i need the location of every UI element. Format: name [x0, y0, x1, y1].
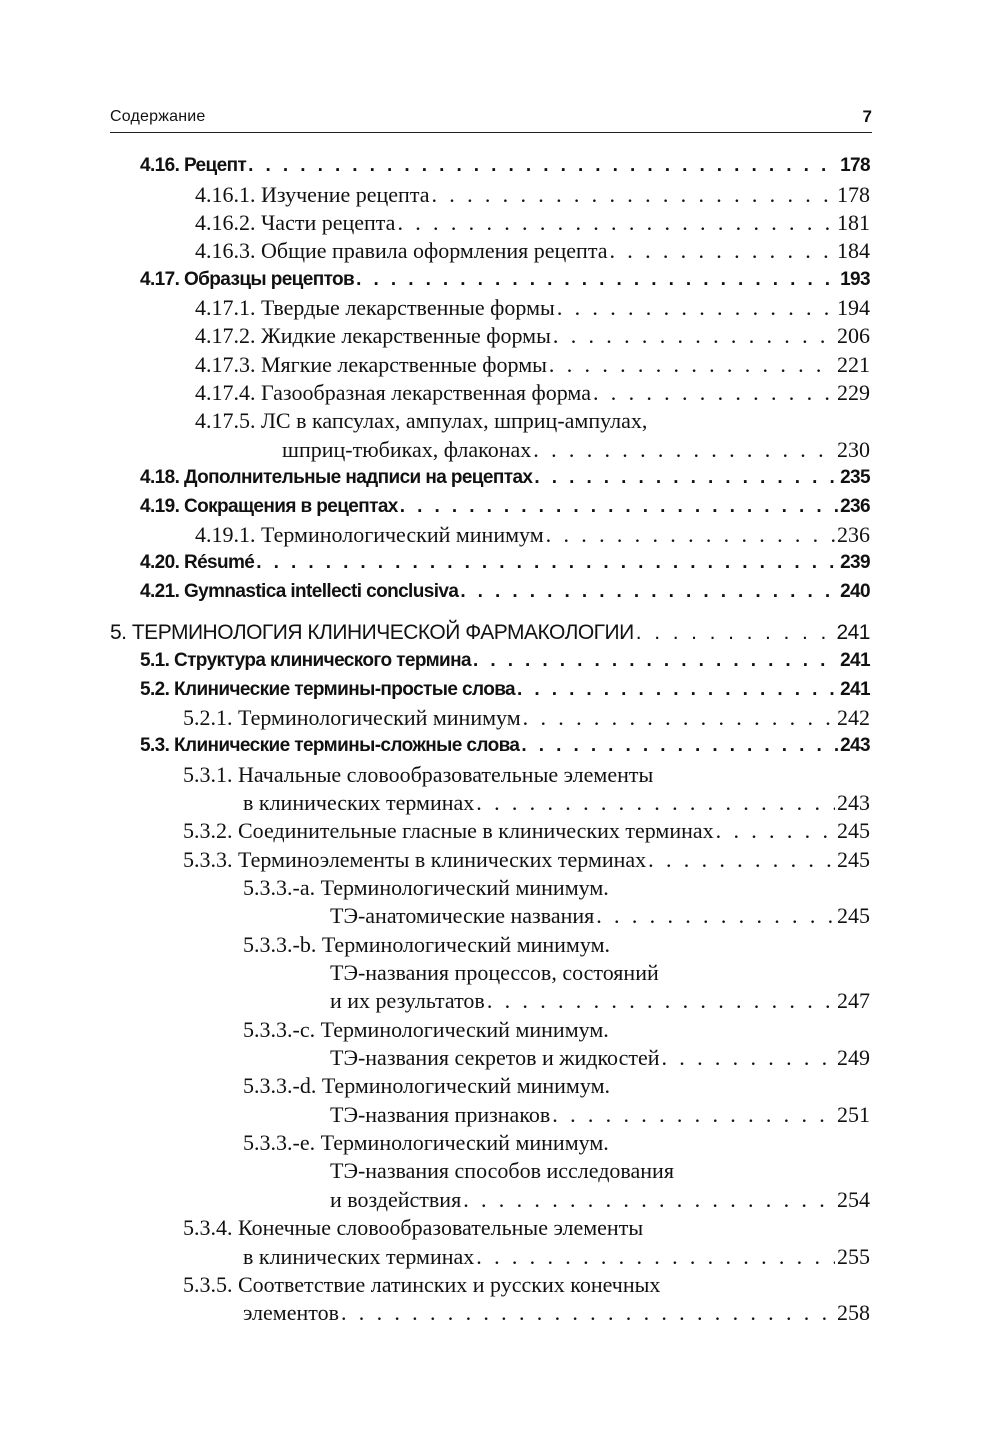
toc-entry-4-19[interactable]: 4.19. Сокращения в рецептах . . . 236	[140, 493, 870, 521]
header-title: Содержание	[110, 108, 206, 125]
toc-entry-4-17-2[interactable]: 4.17.2. Жидкие лекарственные формы . . . 206	[195, 322, 870, 350]
toc-entry-4-17-1[interactable]: 4.17.1. Твердые лекарственные формы . . . 194	[195, 294, 870, 322]
toc-entry-5-1[interactable]: 5.1. Структура клинического термина . . . 241	[140, 647, 870, 675]
toc-entry-5-3-3-b-title[interactable]: 5.3.3.-b. Терминологический минимум.	[243, 932, 610, 957]
toc-entry-5-3-1[interactable]: в клинических терминах . . . 243	[243, 789, 870, 817]
toc-entry-5-3-1-title[interactable]: 5.3.1. Начальные словообразовательные элементы	[183, 762, 654, 787]
toc-entry-4-17-3[interactable]: 4.17.3. Мягкие лекарственные формы . . . 221	[195, 351, 870, 379]
toc-entry-5-3[interactable]: 5.3. Клинические термины-сложные слова . . . 243	[140, 732, 870, 760]
toc-entry-4-19-1[interactable]: 4.19.1. Терминологический минимум . . . 236	[195, 521, 870, 549]
toc-entry-5-3-3[interactable]: 5.3.3. Терминоэлементы в клинических терминах . . . 245	[183, 846, 870, 874]
toc-entry-5-3-3-e-title[interactable]: 5.3.3.-e. Терминологический минимум.	[243, 1130, 609, 1155]
toc-entry-5-3-3-b[interactable]: и их результатов . . . 247	[330, 987, 870, 1015]
toc-entry-4-17-5-title[interactable]: 4.17.5. ЛС в капсулах, ампулах, шприц-ампулах,	[195, 408, 648, 433]
toc-entry-5-3-4-title[interactable]: 5.3.4. Конечные словообразовательные элементы	[183, 1215, 644, 1240]
toc-entry-5-3-2[interactable]: 5.3.2. Соединительные гласные в клинических терминах . . . 245	[183, 817, 870, 845]
page-number: 7	[862, 107, 872, 126]
toc-entry-5-3-3-d-title[interactable]: 5.3.3.-d. Терминологический минимум.	[243, 1073, 610, 1098]
toc-entry-5-3-5[interactable]: элементов . . . 258	[243, 1299, 870, 1327]
toc-entry-4-16-1[interactable]: 4.16.1. Изучение рецепта . . . 178	[195, 181, 870, 209]
toc-entry-5-3-3-b-line2[interactable]: ТЭ-названия процессов, состояний	[330, 960, 659, 985]
toc-entry-5-3-5-title[interactable]: 5.3.5. Соответствие латинских и русских конечных	[183, 1272, 661, 1297]
toc-entry-5-3-3-c-title[interactable]: 5.3.3.-c. Терминологический минимум.	[243, 1017, 609, 1042]
toc-entry-4-16-3[interactable]: 4.16.3. Общие правила оформления рецепта . . . 184	[195, 237, 870, 265]
toc-entry-4-20[interactable]: 4.20. Résumé . . . 239	[140, 549, 870, 577]
toc-entry-4-17-5[interactable]: шприц-тюбиках, флаконах . . . 230	[282, 436, 870, 464]
toc-entry-4-17-4[interactable]: 4.17.4. Газообразная лекарственная форма . . . 229	[195, 379, 870, 407]
toc-entry-4-17[interactable]: 4.17. Образцы рецептов . . . 193	[140, 266, 870, 294]
toc-entry-5-3-4[interactable]: в клинических терминах . . . 255	[243, 1243, 870, 1271]
toc-entry-4-16[interactable]: 4.16. Рецепт . . . 178	[140, 152, 870, 180]
toc-entry-5-2-1[interactable]: 5.2.1. Терминологический минимум . . . 242	[183, 704, 870, 732]
running-header	[110, 106, 872, 133]
toc-chapter-5[interactable]: 5. ТЕРМИНОЛОГИЯ КЛИНИЧЕСКОЙ ФАРМАКОЛОГИИ . . . 241	[110, 619, 870, 647]
toc-entry-5-2[interactable]: 5.2. Клинические термины-простые слова . . . 241	[140, 676, 870, 704]
toc-entry-5-3-3-c[interactable]: ТЭ-названия секретов и жидкостей . . . 249	[330, 1044, 870, 1072]
toc-entry-5-3-3-e-line2[interactable]: ТЭ-названия способов исследования	[330, 1158, 674, 1183]
toc-entry-4-18[interactable]: 4.18. Дополнительные надписи на рецептах . . . 235	[140, 464, 870, 492]
toc-entry-5-3-3-e[interactable]: и воздействия . . . 254	[330, 1186, 870, 1214]
toc-entry-5-3-3-a[interactable]: ТЭ-анатомические названия . . . 245	[330, 902, 870, 930]
toc-entry-5-3-3-a-title[interactable]: 5.3.3.-a. Терминологический минимум.	[243, 875, 609, 900]
toc-entry-4-16-2[interactable]: 4.16.2. Части рецепта . . . 181	[195, 209, 870, 237]
toc-entry-4-21[interactable]: 4.21. Gymnastica intellecti conclusiva . . . 240	[140, 578, 870, 606]
toc-entry-5-3-3-d[interactable]: ТЭ-названия признаков . . . 251	[330, 1101, 870, 1129]
